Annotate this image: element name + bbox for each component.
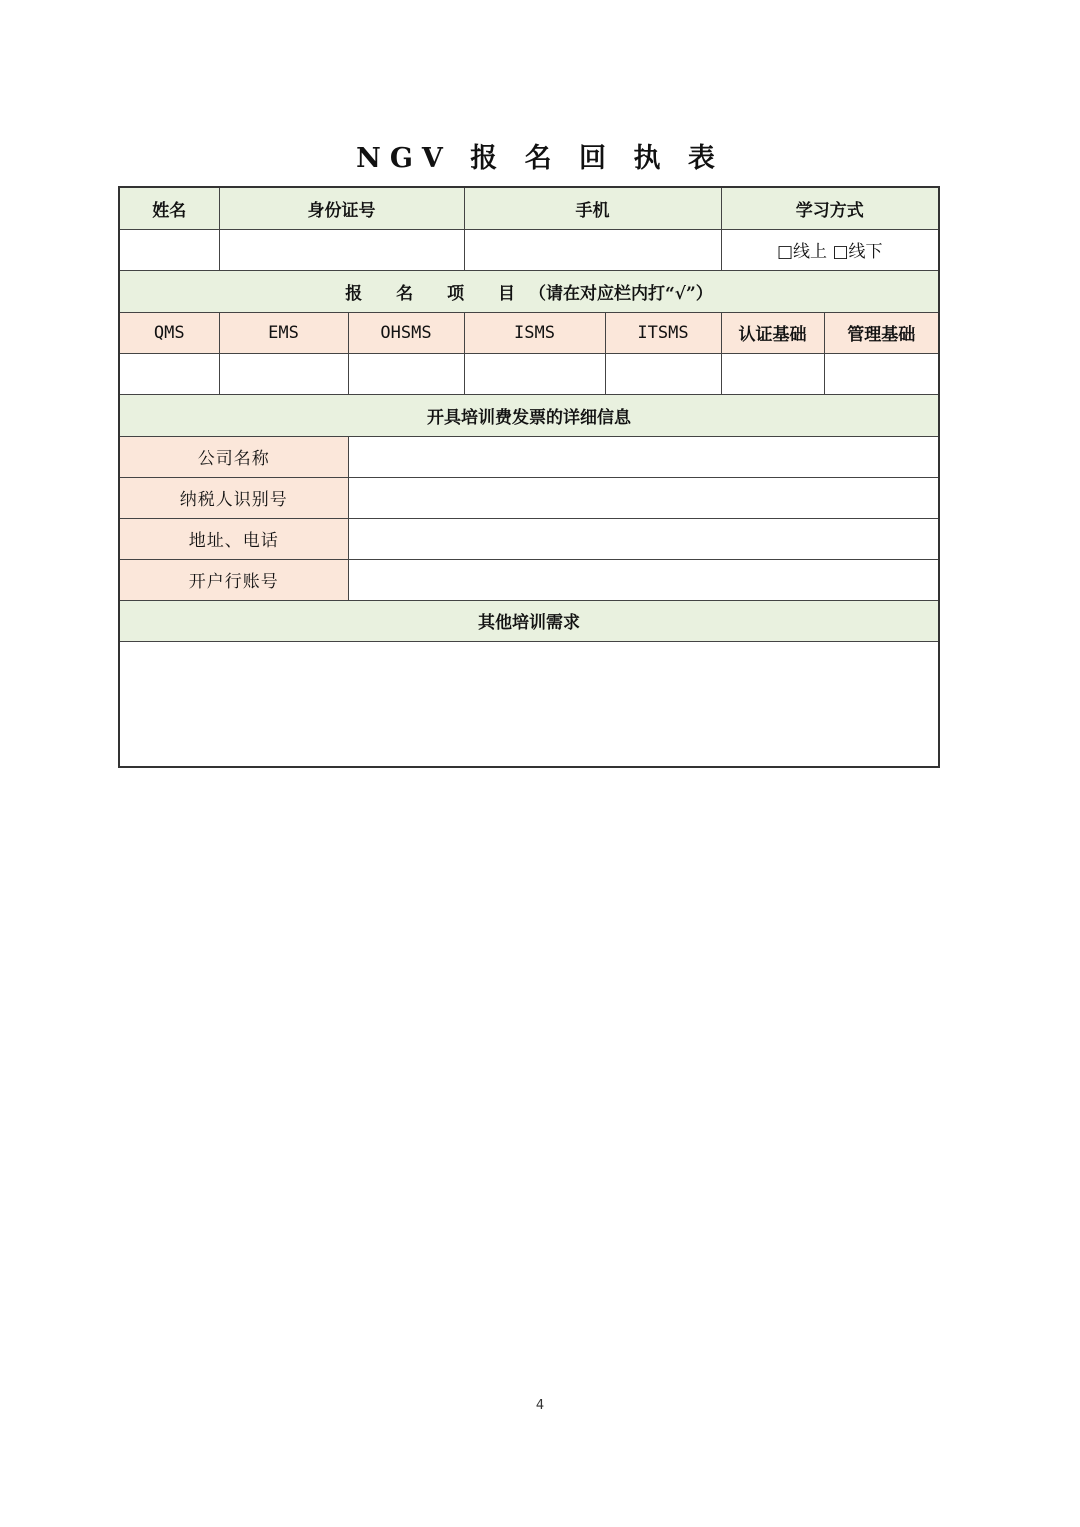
project-ohsms: OHSMS (348, 312, 464, 353)
invoice-label-tax-id: 纳税人识别号 (119, 477, 348, 518)
invoice-value-company[interactable] (348, 436, 939, 477)
projects-section-title-main: 报 名 项 目 (345, 283, 530, 304)
header-study-mode: 学习方式 (721, 187, 939, 229)
page-title: NGV 报 名 回 执 表 (356, 143, 724, 174)
other-section-row (119, 600, 939, 641)
invoice-row (119, 477, 939, 518)
invoice-section-row (119, 394, 939, 436)
check-ohsms[interactable] (348, 353, 464, 394)
project-ems: EMS (219, 312, 348, 353)
projects-header-row (119, 312, 939, 353)
other-section-title: 其他培训需求 (119, 600, 939, 641)
check-qms[interactable] (119, 353, 219, 394)
phone-cell[interactable] (464, 229, 721, 270)
check-ems[interactable] (219, 353, 348, 394)
other-needs-row (119, 641, 939, 767)
registration-form-table (118, 186, 940, 768)
invoice-section-title: 开具培训费发票的详细信息 (119, 394, 939, 436)
invoice-value-bank-account[interactable] (348, 559, 939, 600)
projects-check-row (119, 353, 939, 394)
check-isms[interactable] (464, 353, 605, 394)
header-id-number: 身份证号 (219, 187, 464, 229)
project-qms: QMS (119, 312, 219, 353)
check-management-basics[interactable] (824, 353, 939, 394)
project-isms: ISMS (464, 312, 605, 353)
invoice-row (119, 436, 939, 477)
name-cell[interactable] (119, 229, 219, 270)
project-management-basics: 管理基础 (824, 312, 939, 353)
check-certification-basics[interactable] (721, 353, 824, 394)
invoice-value-tax-id[interactable] (348, 477, 939, 518)
invoice-row (119, 518, 939, 559)
projects-section-row (119, 270, 939, 312)
invoice-label-bank-account: 开户行账号 (119, 559, 348, 600)
project-certification-basics: 认证基础 (721, 312, 824, 353)
invoice-value-address-phone[interactable] (348, 518, 939, 559)
invoice-label-address-phone: 地址、电话 (119, 518, 348, 559)
page-number: 4 (535, 1398, 545, 1413)
personal-info-row (119, 229, 939, 270)
projects-section-title-note: （请在对应栏内打“√”） (529, 283, 713, 304)
other-needs-cell[interactable] (119, 641, 939, 767)
projects-section-title (119, 270, 939, 312)
id-number-cell[interactable] (219, 229, 464, 270)
header-phone: 手机 (464, 187, 721, 229)
header-row (119, 187, 939, 229)
project-itsms: ITSMS (605, 312, 721, 353)
check-itsms[interactable] (605, 353, 721, 394)
study-mode-options[interactable]: □线上 □线下 (721, 229, 939, 270)
invoice-row (119, 559, 939, 600)
header-name: 姓名 (119, 187, 219, 229)
invoice-label-company: 公司名称 (119, 436, 348, 477)
